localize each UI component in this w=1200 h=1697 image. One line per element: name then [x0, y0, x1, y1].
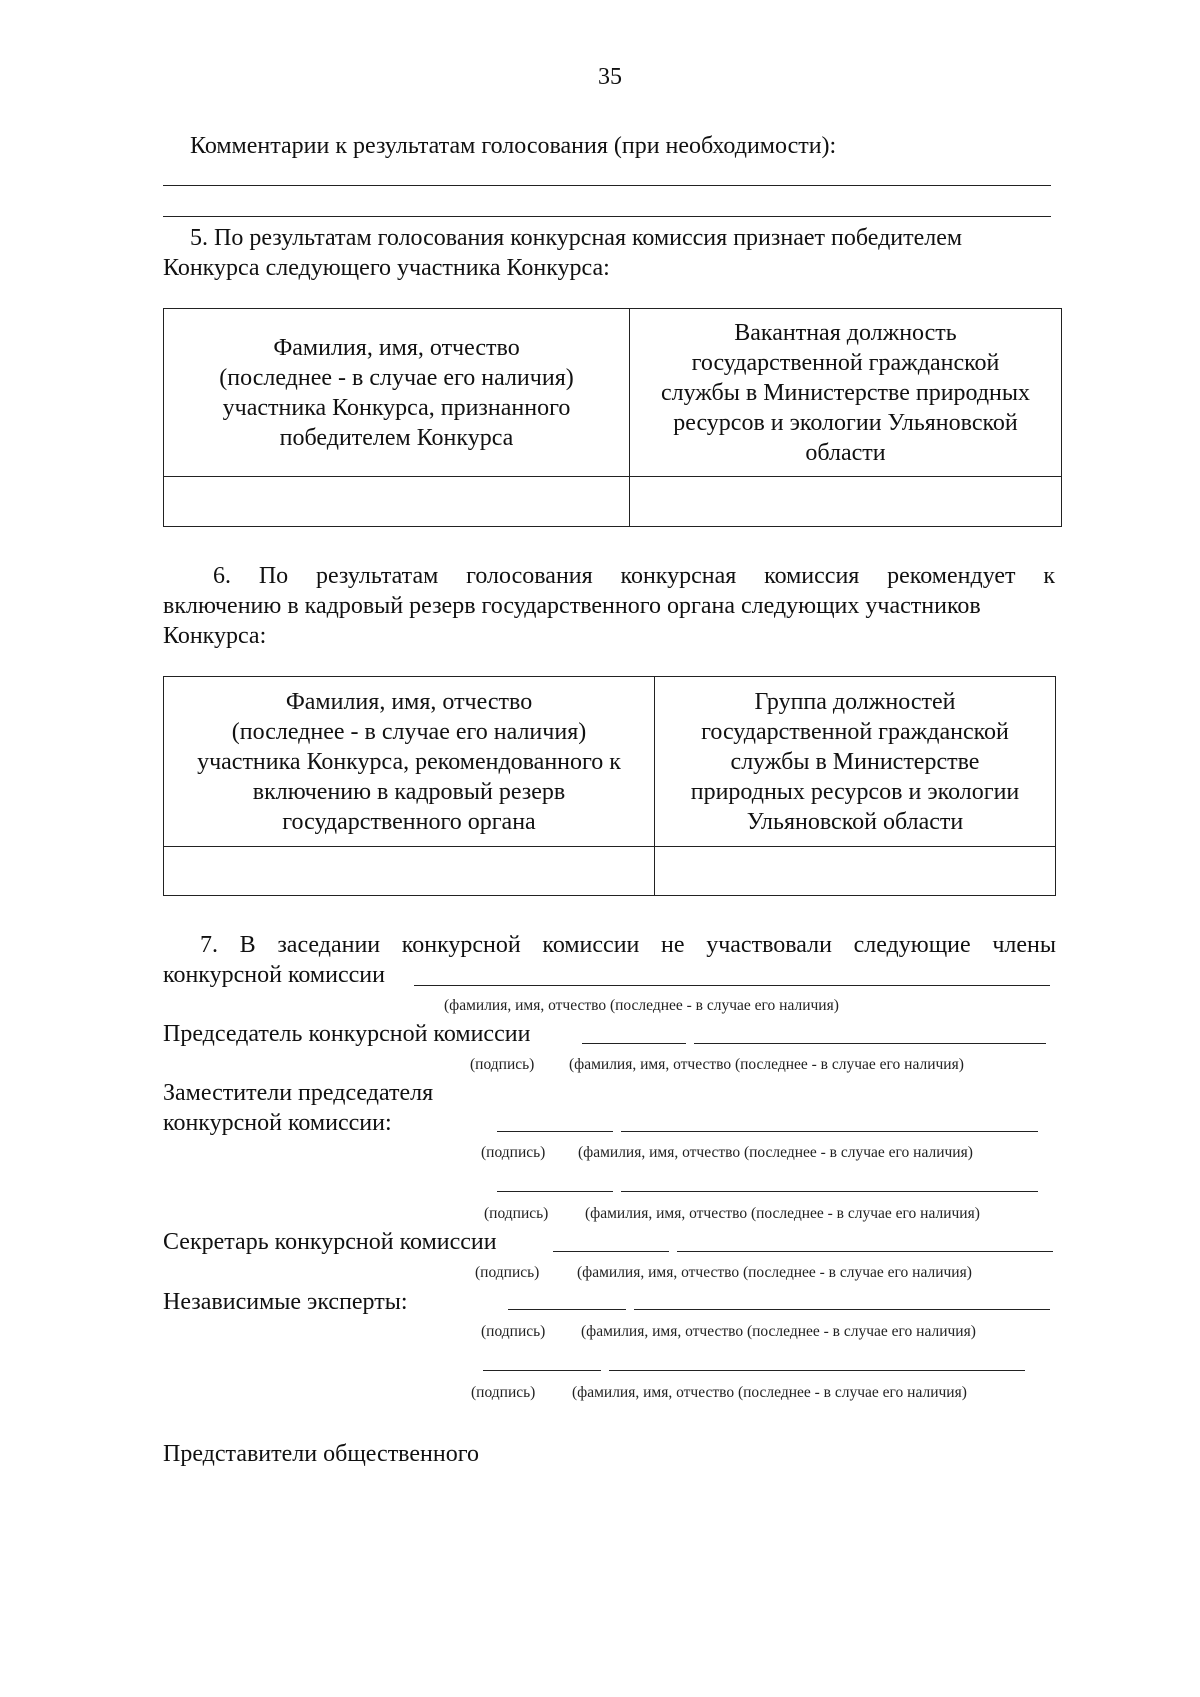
secretary-label: Секретарь конкурсной комиссии — [163, 1229, 497, 1255]
section6-paragraph-line3: Конкурса: — [163, 623, 267, 649]
section5-paragraph-line2: Конкурса следующего участника Конкурса: — [163, 255, 610, 281]
secretary-signature-line[interactable] — [553, 1251, 669, 1252]
public-representatives-label: Представители общественного — [163, 1441, 479, 1467]
header-text-line: Группа должностей — [754, 688, 956, 715]
expert2-name-line[interactable] — [609, 1370, 1025, 1371]
experts-label: Независимые эксперты: — [163, 1289, 408, 1315]
header-text-line: (последнее - в случае его наличия) — [231, 718, 587, 745]
winner-position-cell[interactable] — [630, 477, 1062, 527]
chairman-signature-caption: (подпись) — [470, 1056, 535, 1073]
section5-paragraph-line1: 5. По результатам голосования конкурсная комиссия признает победителем — [190, 225, 963, 251]
deputy2-signature-caption: (подпись) — [484, 1205, 549, 1222]
deputy2-name-caption: (фамилия, имя, отчество (последнее - в случае его наличия) — [585, 1205, 980, 1222]
chairman-name-line[interactable] — [694, 1043, 1046, 1044]
reserve-group-cell[interactable] — [655, 847, 1056, 896]
reserve-table-header-group — [655, 677, 1056, 847]
section7-paragraph-line2: конкурсной комиссии — [163, 962, 385, 988]
winner-name-cell[interactable] — [164, 477, 630, 527]
winner-table-header-position — [630, 309, 1062, 477]
reserve-table — [163, 676, 1056, 896]
header-text-line: государственной гражданской — [701, 718, 1009, 745]
winner-table-header-row — [164, 309, 1062, 477]
comments-line-2[interactable] — [163, 216, 1051, 217]
reserve-name-cell[interactable] — [164, 847, 655, 896]
secretary-name-caption: (фамилия, имя, отчество (последнее - в случае его наличия) — [577, 1264, 972, 1281]
section6-paragraph-line2: включению в кадровый резерв государственного органа следующих участников — [163, 593, 981, 619]
expert1-name-caption: (фамилия, имя, отчество (последнее - в случае его наличия) — [581, 1323, 976, 1340]
absent-members-caption: (фамилия, имя, отчество (последнее - в случае его наличия) — [444, 997, 839, 1014]
reserve-table-header-row — [164, 677, 1056, 847]
header-text-line: Фамилия, имя, отчество — [285, 688, 533, 715]
absent-members-line[interactable] — [414, 985, 1050, 986]
header-text-line: Ульяновской области — [746, 808, 964, 835]
header-text-line: Фамилия, имя, отчество — [273, 334, 520, 361]
comments-label: Комментарии к результатам голосования (при необходимости): — [190, 133, 837, 159]
section7-paragraph-line1: 7. В заседании конкурсной комиссии не участвовали следующие члены — [200, 932, 1056, 958]
expert1-signature-caption: (подпись) — [481, 1323, 546, 1340]
header-text-line: (последнее - в случае его наличия) — [219, 364, 574, 391]
header-text-line: области — [805, 439, 886, 466]
expert2-signature-line[interactable] — [483, 1370, 601, 1371]
chairman-name-caption: (фамилия, имя, отчество (последнее - в случае его наличия) — [569, 1056, 964, 1073]
header-text-line: службы в Министерстве — [730, 748, 980, 775]
deputy1-signature-caption: (подпись) — [481, 1144, 546, 1161]
header-text-line: ресурсов и экологии Ульяновской — [673, 409, 1018, 436]
header-text-line: государственной гражданской — [691, 349, 1000, 376]
expert1-signature-line[interactable] — [508, 1309, 626, 1310]
deputy2-signature-line[interactable] — [497, 1191, 613, 1192]
deputy1-name-caption: (фамилия, имя, отчество (последнее - в случае его наличия) — [578, 1144, 973, 1161]
deputies-label-line1: Заместители председателя — [163, 1080, 434, 1106]
header-text-line: участника Конкурса, признанного — [222, 394, 571, 421]
deputy1-name-line[interactable] — [621, 1131, 1038, 1132]
header-text-line: службы в Министерстве природных — [660, 379, 1031, 406]
winner-table-empty-row — [164, 477, 1062, 527]
secretary-name-line[interactable] — [677, 1251, 1053, 1252]
reserve-table-header-name — [164, 677, 655, 847]
header-text-line: участника Конкурса, рекомендованного к — [197, 748, 621, 775]
comments-line-1[interactable] — [163, 185, 1051, 186]
secretary-signature-caption: (подпись) — [475, 1264, 540, 1281]
header-text-line: Вакантная должность — [734, 319, 957, 346]
expert2-signature-caption: (подпись) — [471, 1384, 536, 1401]
section6-paragraph-line1: 6. По результатам голосования конкурсная комиссия рекомендует к — [213, 563, 1055, 589]
deputy1-signature-line[interactable] — [497, 1131, 613, 1132]
deputy2-name-line[interactable] — [621, 1191, 1038, 1192]
page-number: 35 — [598, 64, 622, 90]
header-text-line: государственного органа — [282, 808, 536, 835]
header-text-line: природных ресурсов и экологии — [690, 778, 1020, 805]
chairman-signature-line[interactable] — [582, 1043, 686, 1044]
chairman-label: Председатель конкурсной комиссии — [163, 1021, 531, 1047]
reserve-table-empty-row — [164, 847, 1056, 896]
deputies-label-line2: конкурсной комиссии: — [163, 1110, 392, 1136]
header-text-line: включению в кадровый резерв — [252, 778, 566, 805]
winner-table — [163, 308, 1062, 527]
winner-table-header-name — [164, 309, 630, 477]
expert1-name-line[interactable] — [634, 1309, 1050, 1310]
header-text-line: победителем Конкурса — [279, 424, 514, 451]
expert2-name-caption: (фамилия, имя, отчество (последнее - в случае его наличия) — [572, 1384, 967, 1401]
